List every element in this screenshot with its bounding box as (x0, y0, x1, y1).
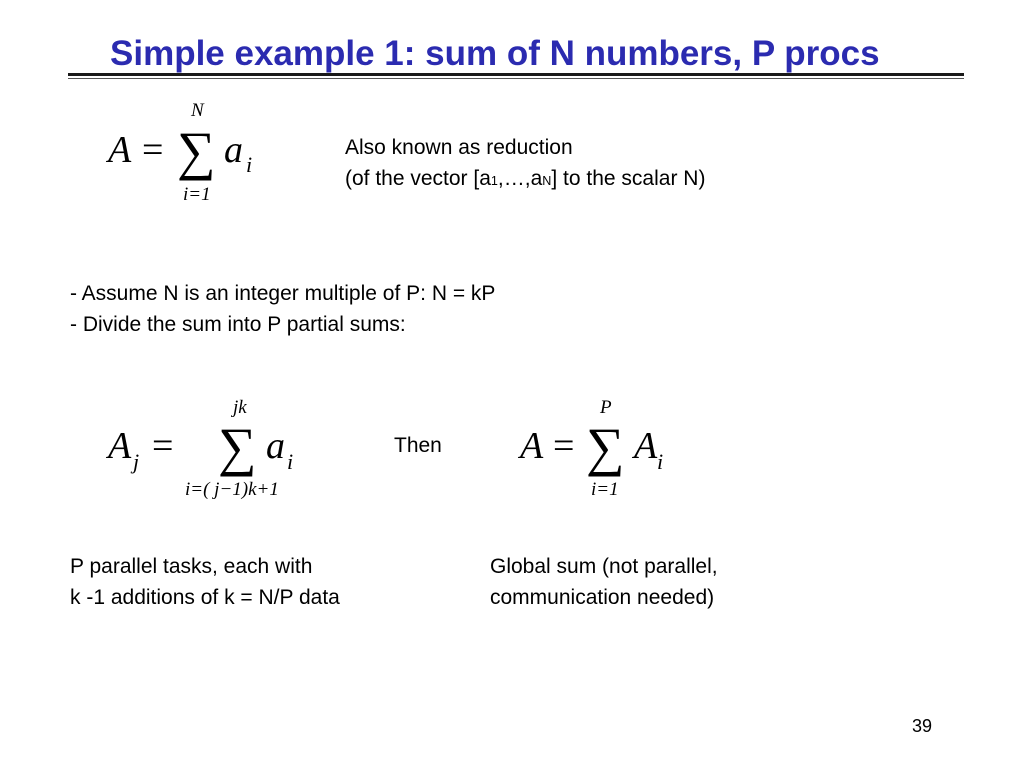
formula1-term: a (224, 129, 243, 171)
global-sum-note-line2: communication needed) (490, 586, 715, 609)
formula3-equals: = (553, 425, 575, 467)
reduction-note-part-c: ] to the scalar N) (551, 167, 706, 190)
formula1-lhs: A (108, 129, 132, 171)
formula3-lhs: A (520, 425, 544, 467)
formula2-term: a (266, 425, 285, 467)
formula2-term-subscript: i (287, 449, 294, 474)
formula1-upper-limit: N (191, 100, 204, 121)
formula1-sigma: ∑ (177, 121, 216, 181)
reduction-note-line2 (345, 163, 705, 197)
reduction-note-part-a: (of the vector [a (345, 167, 491, 190)
reduction-note-sub-1: 1 (490, 174, 498, 188)
parallel-tasks-note-line1: P parallel tasks, each with (70, 555, 313, 578)
reduction-note-sub-n: N (542, 174, 552, 188)
formula2-lhs-subscript: j (133, 449, 140, 474)
formula3-sigma: ∑ (586, 417, 625, 477)
slide-title: Simple example 1: sum of N numbers, P procs (110, 34, 880, 73)
parallel-tasks-note-line2: k -1 additions of k = N/P data (70, 586, 340, 609)
title-underline (68, 73, 964, 76)
formula2-upper-limit: jk (233, 397, 247, 418)
reduction-note-line1: Also known as reduction (345, 136, 573, 159)
global-sum-note-line1: Global sum (not parallel, (490, 555, 718, 578)
formula1-equals: = (142, 129, 164, 171)
assumption-line2: - Divide the sum into P partial sums: (70, 313, 406, 336)
then-label: Then (394, 434, 442, 457)
reduction-note-part-b: ,…,a (497, 167, 543, 190)
formula1-lower-limit: i=1 (183, 184, 211, 205)
page-number: 39 (912, 716, 933, 736)
formula2-equals: = (152, 425, 174, 467)
formula3-upper-limit: P (600, 397, 612, 418)
formula1-term-subscript: i (246, 152, 253, 177)
formula3-term-subscript: i (657, 449, 664, 474)
formula3-term: A (634, 425, 658, 467)
formula3-lower-limit: i=1 (591, 479, 619, 500)
formula2-lower-limit: i=( j−1)k+1 (185, 479, 279, 500)
title-underline-thin (68, 78, 964, 79)
formula2-sigma: ∑ (218, 417, 257, 477)
formula2-lhs: A (108, 425, 132, 467)
assumption-line1: - Assume N is an integer multiple of P: N = kP (70, 282, 496, 305)
